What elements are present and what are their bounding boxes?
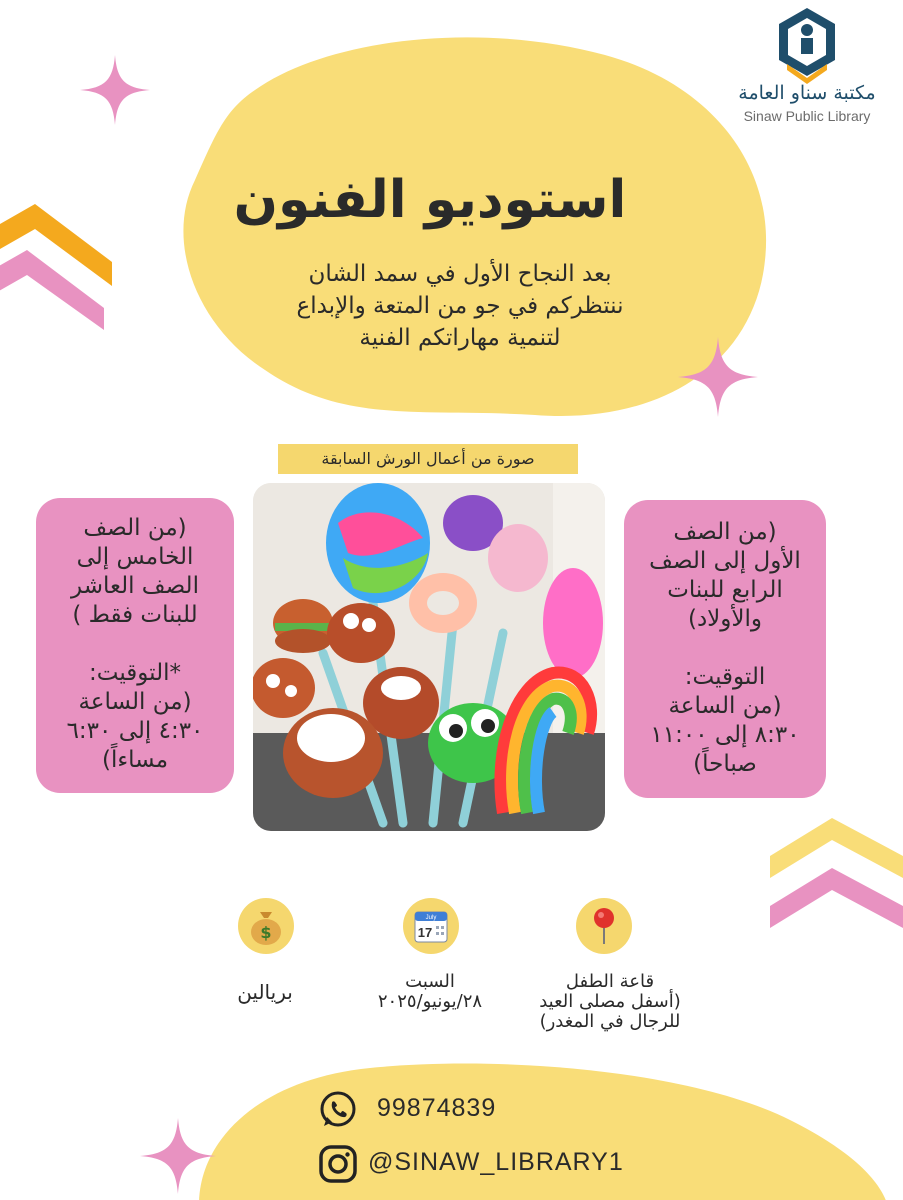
- library-name-english: Sinaw Public Library: [743, 108, 871, 124]
- bottom-yellow-blob: [170, 1060, 890, 1200]
- card-line: والأولاد): [687, 606, 763, 632]
- photo-caption: صورة من أعمال الورش السابقة: [278, 444, 578, 474]
- date-day: السبت: [405, 971, 455, 992]
- card-time-line: (من الساعة: [668, 693, 782, 719]
- group-card-younger-kids: [624, 500, 826, 798]
- map-pin-icon: [576, 898, 632, 954]
- whatsapp-icon: [318, 1090, 358, 1130]
- instagram-icon: [318, 1144, 358, 1184]
- card-line: (من الصف: [83, 515, 187, 541]
- subtitle-line: لتنمية مهاراتكم الفنية: [359, 325, 561, 351]
- location-line: (أسفل مصلى العيد: [539, 991, 681, 1012]
- event-title: استوديو الفنون: [233, 170, 627, 230]
- event-subtitle: [225, 258, 695, 354]
- card-line: (من الصف: [673, 519, 777, 545]
- card-time-line: صباحاً): [693, 751, 757, 777]
- chevron-decoration-right: [770, 818, 903, 938]
- phone-number[interactable]: 99874839: [377, 1094, 497, 1122]
- price-text: بريالين: [237, 980, 293, 1004]
- card-line: الخامس إلى: [76, 544, 194, 570]
- money-bag-icon: [238, 898, 294, 954]
- card-time-line: مساءاً): [101, 747, 169, 773]
- library-name-arabic: مكتبة سناو العامة: [738, 82, 876, 104]
- sparkle-icon: [80, 55, 150, 125]
- svg-text:$: $: [260, 923, 272, 942]
- calendar-month: July: [425, 915, 437, 921]
- card-time-line: التوقيت:: [684, 664, 766, 690]
- sparkle-icon: [140, 1118, 216, 1194]
- calendar-day: 17: [417, 925, 433, 940]
- instagram-handle[interactable]: @SINAW_LIBRARY1: [368, 1148, 624, 1176]
- chevron-decoration-left: [0, 200, 120, 330]
- location-line: قاعة الطفل: [565, 971, 655, 992]
- date-text: [360, 972, 500, 1012]
- card-time-line: ٤:٣٠ إلى ٦:٣٠: [66, 718, 204, 744]
- date-full: ٢٨/يونيو/٢٠٢٥: [377, 991, 483, 1012]
- card-time-line: ٨:٣٠ إلى ١١:٠٠: [650, 722, 800, 748]
- card-line: الصف العاشر: [71, 573, 199, 599]
- subtitle-line: بعد النجاح الأول في سمد الشان: [308, 261, 612, 287]
- previous-works-photo: [253, 483, 605, 831]
- card-time-line: *التوقيت:: [89, 660, 181, 686]
- card-line: الرابع للبنات: [667, 577, 783, 603]
- group-card-older-girls: [36, 498, 234, 793]
- location-text: [520, 972, 700, 1032]
- card-time-line: (من الساعة: [78, 689, 192, 715]
- calendar-icon: [403, 898, 459, 954]
- subtitle-line: ننتظركم في جو من المتعة والإبداع: [296, 293, 624, 319]
- location-line: للرجال في المغدر): [539, 1011, 681, 1032]
- card-line: الأول إلى الصف: [649, 548, 801, 574]
- card-line: للبنات فقط ): [72, 602, 198, 628]
